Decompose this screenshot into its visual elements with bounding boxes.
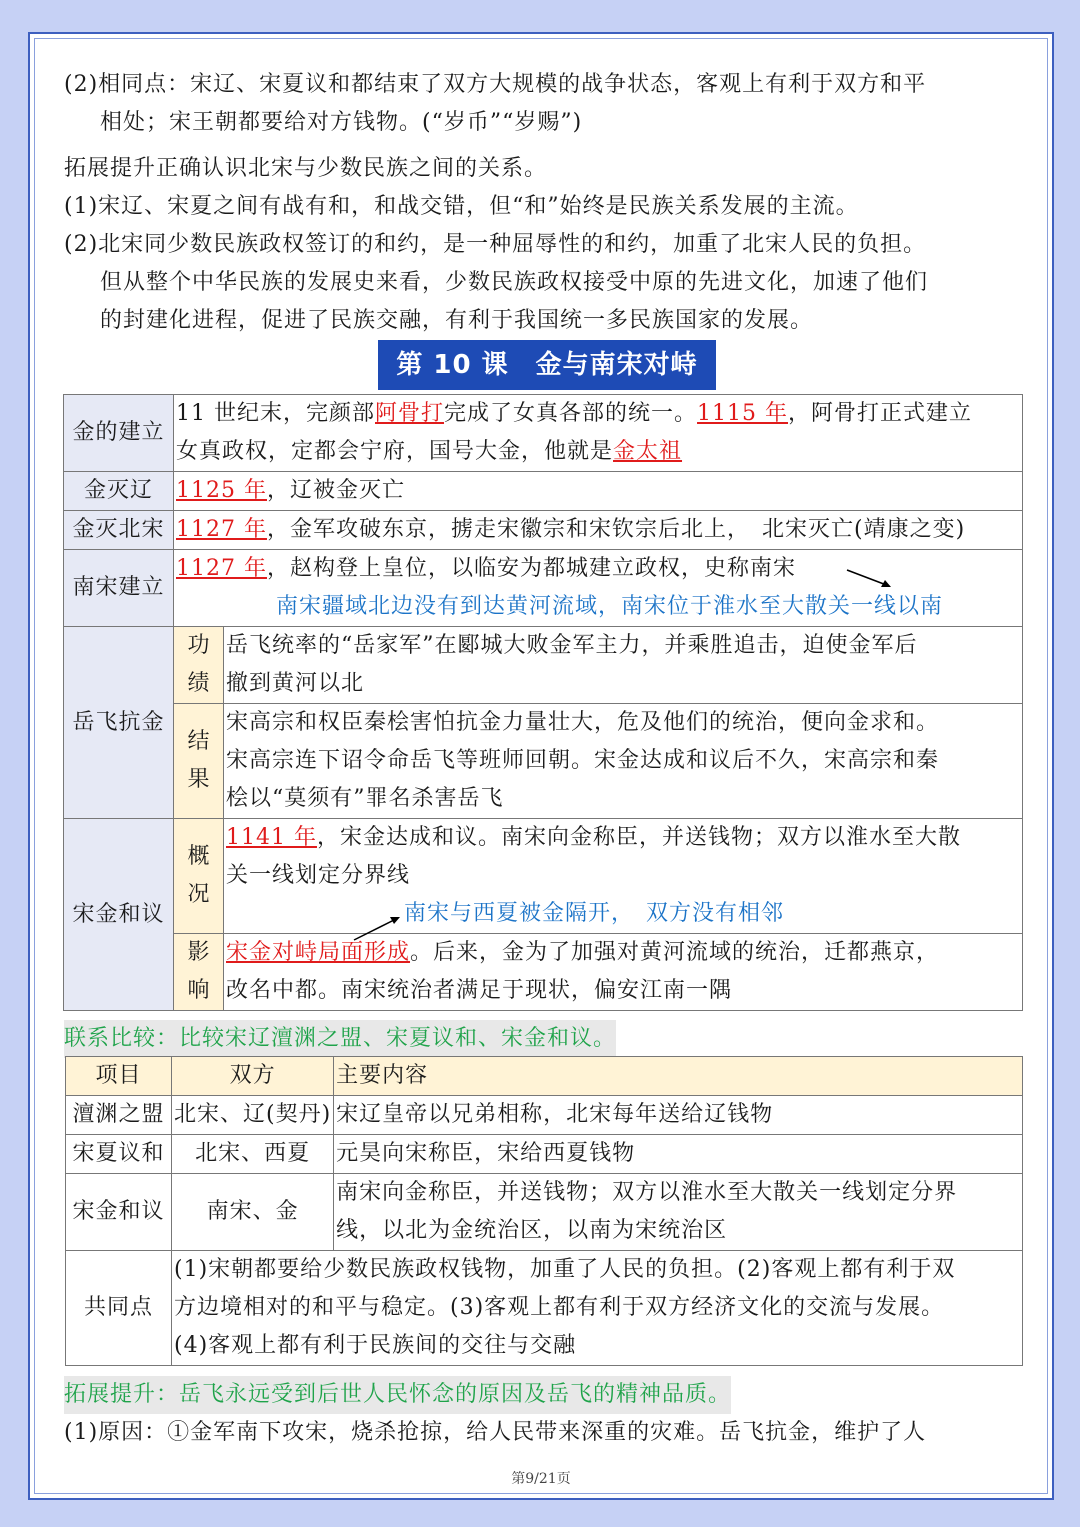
text-line: (1)原因：①金军南下攻宋，烧杀抢掠，给人民带来深重的灾难。岳飞抗金，维护了人	[64, 1420, 927, 1445]
sub-label	[174, 934, 224, 1011]
row-content	[174, 550, 1023, 627]
row-label: 金的建立	[64, 395, 174, 472]
row-content	[224, 819, 1023, 934]
text: (4)客观上都有利于民族间的交往与交融	[174, 1333, 577, 1358]
table-row	[66, 1251, 1023, 1366]
text-line: (1)宋辽、宋夏之间有战有和，和战交错，但“和”始终是民族关系发展的主流。	[64, 194, 859, 219]
arrow-icon	[350, 914, 402, 944]
sub-label	[174, 704, 224, 819]
text: 宋高宗连下诏令命岳飞等班师回朝。宋金达成和议后不久，宋高宗和秦	[226, 748, 940, 773]
table-row	[66, 1174, 1023, 1251]
text-line: 拓展提升正确认识北宋与少数民族之间的关系。	[64, 156, 548, 181]
key-term: 阿骨打	[375, 401, 445, 426]
text: ，阿骨打正式建立	[788, 401, 973, 426]
text-line: (2)相同点：宋辽、宋夏议和都结束了双方大规模的战争状态，客观上有利于双方和平	[64, 72, 927, 97]
cell: 宋夏议和	[66, 1135, 172, 1174]
cell: 北宋、西夏	[172, 1135, 334, 1174]
text: ，宋金达成和议。南宋向金称臣，并送钱物；双方以淮水至大散	[316, 825, 961, 850]
table-row	[64, 472, 1023, 511]
table-row	[64, 627, 1023, 704]
cell: 澶渊之盟	[66, 1096, 172, 1135]
text: (1)宋朝都要给少数民族政权钱物，加重了人民的负担。(2)客观上都有利于双	[174, 1257, 956, 1282]
table-row	[64, 704, 1023, 819]
sub-label	[174, 819, 224, 934]
row-label: 宋金和议	[64, 819, 174, 1011]
lesson-table	[63, 394, 1023, 1011]
table-header-row	[66, 1057, 1023, 1096]
key-term: 金太祖	[613, 439, 683, 464]
row-content	[224, 704, 1023, 819]
row-label: 南宋建立	[64, 550, 174, 627]
row-content	[174, 472, 1023, 511]
text: 11 世纪末，完颜部	[176, 401, 375, 426]
cell: 北宋、辽(契丹)	[172, 1096, 334, 1135]
column-header: 主要内容	[334, 1057, 1023, 1096]
text: 撤到黄河以北	[226, 671, 365, 696]
row-content	[174, 395, 1023, 472]
key-date: 1141 年	[226, 825, 317, 850]
key-date: 1125 年	[176, 478, 267, 503]
annotation-note: 南宋与西夏被金隔开， 双方没有相邻	[404, 901, 785, 926]
text: 南宋向金称臣，并送钱物；双方以淮水至大散关一线划定分界	[336, 1180, 958, 1205]
table-row	[64, 395, 1023, 472]
section-title: 联系比较：比较宋辽澶渊之盟、宋夏议和、宋金和议。	[64, 1020, 616, 1058]
table-row	[66, 1135, 1023, 1174]
cell: 共同点	[66, 1251, 172, 1366]
arrow-icon	[845, 566, 895, 592]
text: 完成了女真各部的统一。	[444, 401, 698, 426]
text: 。后来，金为了加强对黄河流域的统治，迁都燕京，	[410, 940, 940, 965]
table-row	[64, 934, 1023, 1011]
annotation-note: 南宋疆域北边没有到达黄河流域，南宋位于淮水至大散关一线以南	[276, 594, 944, 619]
text-line: (2)北宋同少数民族政权签订的和约，是一种屈辱性的和约，加重了北宋人民的负担。	[64, 232, 927, 257]
table-row	[64, 819, 1023, 934]
text: ，赵构登上皇位，以临安为都城建立政权，史称南宋	[266, 556, 796, 581]
section-title: 拓展提升：岳飞永远受到后世人民怀念的原因及岳飞的精神品质。	[64, 1376, 731, 1414]
sub-label-text: 结果	[187, 729, 211, 792]
text: 宋高宗和权臣秦桧害怕抗金力量壮大，危及他们的统治，便向金求和。	[226, 710, 940, 735]
text: 关一线划定分界线	[226, 863, 411, 888]
lesson-title: 第 10 课 金与南宋对峙	[378, 340, 716, 390]
row-label: 金灭北宋	[64, 511, 174, 550]
text: ，金军攻破东京，掳走宋徽宗和宋钦宗后北上， 北宋灭亡(靖康之变)	[266, 517, 966, 542]
text: 女真政权，定都会宁府，国号大金，他就是	[176, 439, 614, 464]
cell: 宋金和议	[66, 1174, 172, 1251]
row-content	[224, 934, 1023, 1011]
text: 岳飞统率的“岳家军”在郾城大败金军主力，并乘胜追击，迫使金军后	[226, 633, 918, 658]
text-line: 的封建化进程，促进了民族交融，有利于我国统一多民族国家的发展。	[100, 308, 814, 333]
key-date: 1115 年	[697, 401, 789, 426]
column-header: 双方	[172, 1057, 334, 1096]
text: 线，以北为金统治区，以南为宋统治区	[336, 1218, 728, 1243]
cell: 宋辽皇帝以兄弟相称，北宋每年送给辽钱物	[334, 1096, 1023, 1135]
key-term: 宋金对峙局面形成	[226, 940, 411, 965]
key-date: 1127 年	[176, 556, 267, 581]
cell	[172, 1251, 1023, 1366]
compare-table	[65, 1056, 1023, 1366]
table-row	[66, 1096, 1023, 1135]
cell	[334, 1174, 1023, 1251]
sub-label-text: 功绩	[187, 633, 211, 696]
sub-label	[174, 627, 224, 704]
row-content	[174, 511, 1023, 550]
text-line: 相处；宋王朝都要给对方钱物。(“岁币”“岁赐”)	[100, 110, 583, 135]
text: 方边境相对的和平与稳定。(3)客观上都有利于双方经济文化的交流与发展。	[174, 1295, 945, 1320]
text: ，辽被金灭亡	[266, 478, 405, 503]
page-number: 第9/21页	[511, 1471, 571, 1487]
text: 桧以“莫须有”罪名杀害岳飞	[226, 786, 504, 811]
row-label: 岳飞抗金	[64, 627, 174, 819]
table-row	[64, 511, 1023, 550]
sub-label-text: 概况	[187, 844, 211, 907]
sub-label-text: 影响	[187, 940, 211, 1003]
text: 改名中都。南宋统治者满足于现状，偏安江南一隅	[226, 978, 733, 1003]
row-label: 金灭辽	[64, 472, 174, 511]
key-date: 1127 年	[176, 517, 267, 542]
row-content	[224, 627, 1023, 704]
text-line: 但从整个中华民族的发展史来看，少数民族政权接受中原的先进文化，加速了他们	[100, 270, 929, 295]
cell: 元昊向宋称臣，宋给西夏钱物	[334, 1135, 1023, 1174]
cell: 南宋、金	[172, 1174, 334, 1251]
column-header: 项目	[66, 1057, 172, 1096]
